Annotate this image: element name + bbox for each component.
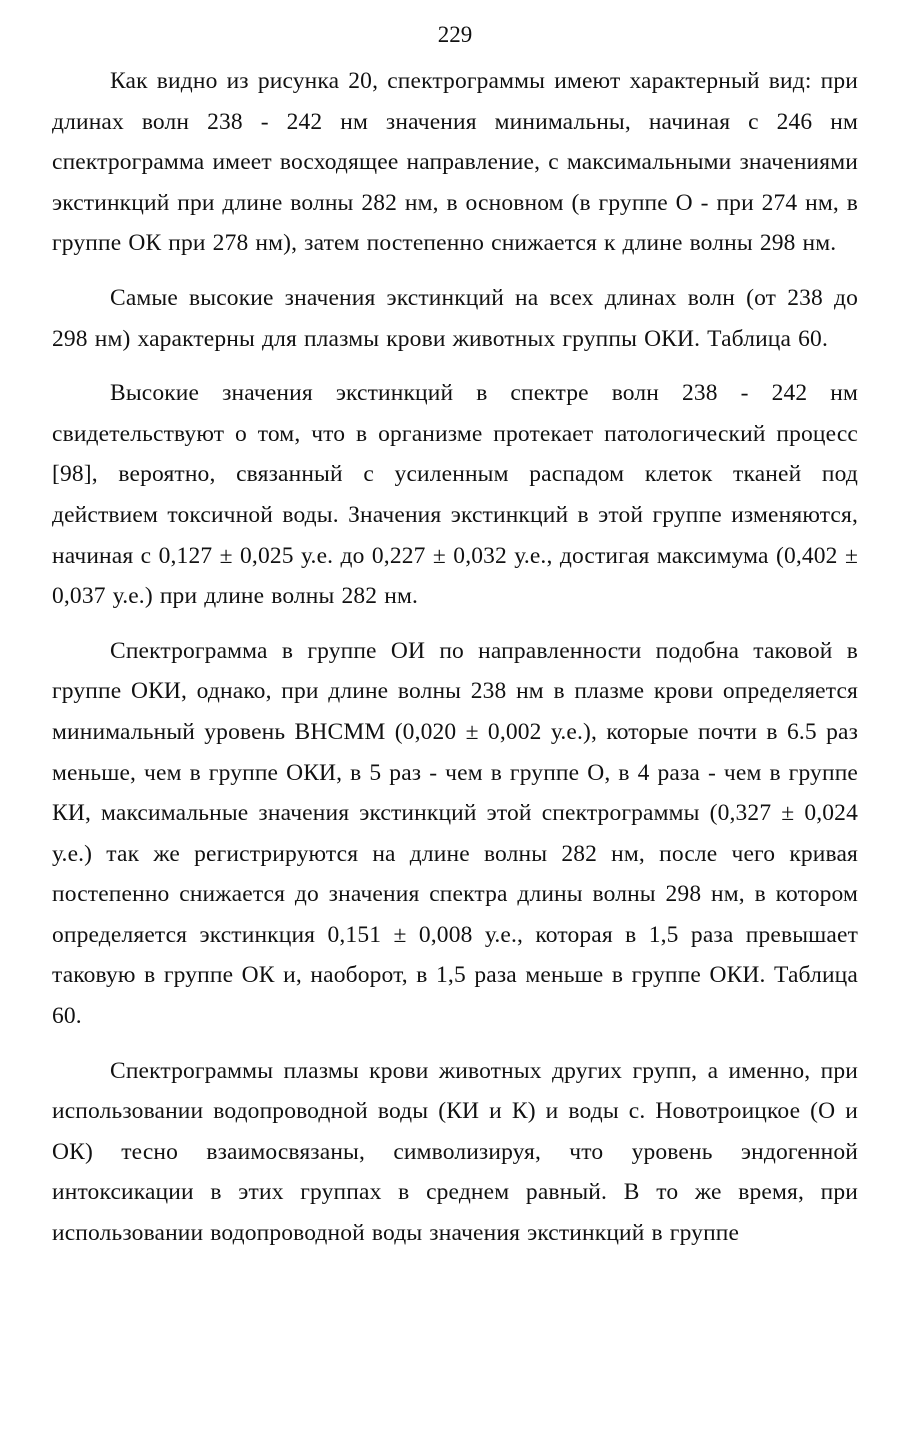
paragraph: Спектрограммы плазмы крови животных других групп, а именно, при использовании водопроводной воды (КИ и К) и воды с. Новотроицкое (О и ОК) тесно взаимосвязаны, символизируя, что уровень эндогенной интоксикации в этих группах в среднем равный. В то же время, при использовании водопроводной воды значения экстинкций в группе xyxy=(52,1057,858,1247)
page-number: 229 xyxy=(437,22,473,47)
paragraph: Высокие значения экстинкций в спектре волн 238 - 242 нм свидетельствуют о том, что в организме протекает патологический процесс [98], вероятно, связанный с усиленным распадом клеток тканей под действием токсичной воды. Значения экстинкций в этой группе изменяются, начиная с 0,127 ± 0,025 у.е. до 0,227 ± 0,032 у.е., достигая максимума (0,402 ± 0,037 у.е.) при длине волны 282 нм. xyxy=(52,380,858,610)
paragraph: Спектрограмма в группе ОИ по направленности подобна таковой в группе ОКИ, однако, при длине волны 238 нм в плазме крови определяется минимальный уровень ВНСММ (0,020 ± 0,002 у.е.), которые почти в 6.5 раз меньше, чем в группе ОКИ, в 5 раз - чем в группе О, в 4 раза - чем в группе КИ, максимальные значения экстинкций этой спектрограммы (0,327 ± 0,024 у.е.) так же регистрируются на длине волны 282 нм, после чего кривая постепенно снижается до значения спектра длины волны 298 нм, в котором определяется экстинкция 0,151 ± 0,008 у.е., которая в 1,5 раза превышает таковую в группе ОК и, наоборот, в 1,5 раза меньше в группе ОКИ. Таблица 60. xyxy=(52,637,858,1030)
body-text xyxy=(52,61,858,1254)
paragraph: Как видно из рисунка 20, спектрограммы имеют характерный вид: при длинах волн 238 - 242 нм значения минимальны, начиная с 246 нм спектрограмма имеет восходящее направление, с максимальными значениями экстинкций при длине волны 282 нм, в основном (в группе О - при 274 нм, в группе ОК при 278 нм), затем постепенно снижается к длине волны 298 нм. xyxy=(52,68,858,257)
paragraph: Самые высокие значения экстинкций на всех длинах волн (от 238 до 298 нм) характерны для плазмы крови животных группы ОКИ. Таблица 60. xyxy=(52,284,858,352)
